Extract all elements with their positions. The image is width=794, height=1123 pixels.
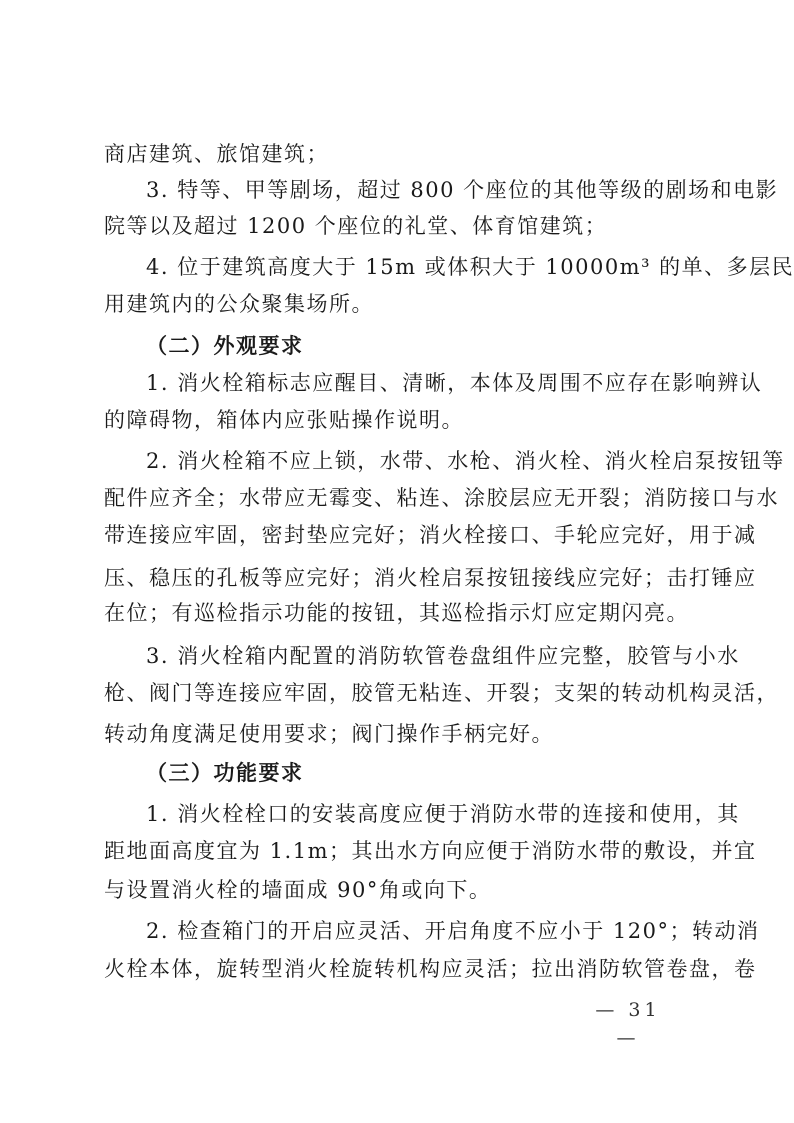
text-line: 3. 消火栓箱内配置的消防软管卷盘组件应完整，胶管与小水: [146, 644, 740, 668]
text-line: 3. 特等、甲等剧场，超过 800 个座位的其他等级的剧场和电影: [146, 178, 779, 202]
text-line: 带连接应牢固，密封垫应完好；消火栓接口、手轮应完好，用于减: [104, 523, 757, 547]
text-line: 火栓本体，旋转型消火栓旋转机构应灵活；拉出消防软管卷盘，卷: [104, 957, 757, 981]
text-line: 转动角度满足使用要求；阀门操作手柄完好。: [104, 722, 554, 746]
text-line: 1. 消火栓栓口的安装高度应便于消防水带的连接和使用，其: [146, 802, 740, 826]
text-line: 院等以及超过 1200 个座位的礼堂、体育馆建筑；: [104, 214, 608, 238]
text-line: 2. 消火栓箱不应上锁，水带、水枪、消火栓、消火栓启泵按钮等: [146, 449, 785, 473]
text-line: 与设置消火栓的墙面成 90°角或向下。: [104, 878, 492, 902]
section-heading: （二）外观要求: [146, 333, 304, 358]
page-number: — 31 —: [595, 999, 661, 1049]
text-line: 4. 位于建筑高度大于 15m 或体积大于 10000m³ 的单、多层民: [146, 255, 794, 279]
text-line: 枪、阀门等连接应牢固，胶管无粘连、开裂；支架的转动机构灵活，: [104, 681, 779, 705]
text-line: 1. 消火栓箱标志应醒目、清晰，本体及周围不应存在影响辨认: [146, 371, 763, 395]
text-line: 距地面高度宜为 1.1m；其出水方向应便于消防水带的敷设，并宜: [104, 839, 757, 863]
text-line: 的障碍物，箱体内应张贴操作说明。: [104, 408, 464, 432]
text-line: 压、稳压的孔板等应完好；消火栓启泵按钮接线应完好；击打锤应: [104, 566, 757, 590]
text-line: 2. 检查箱门的开启应灵活、开启角度不应小于 120°；转动消: [146, 919, 760, 943]
section-heading: （三）功能要求: [146, 760, 304, 785]
text-line: 商店建筑、旅馆建筑；: [104, 142, 329, 166]
text-line: 在位；有巡检指示功能的按钮，其巡检指示灯应定期闪亮。: [104, 601, 689, 625]
text-line: 用建筑内的公众聚集场所。: [104, 292, 374, 316]
text-line: 配件应齐全；水带应无霉变、粘连、涂胶层应无开裂；消防接口与水: [104, 486, 779, 510]
